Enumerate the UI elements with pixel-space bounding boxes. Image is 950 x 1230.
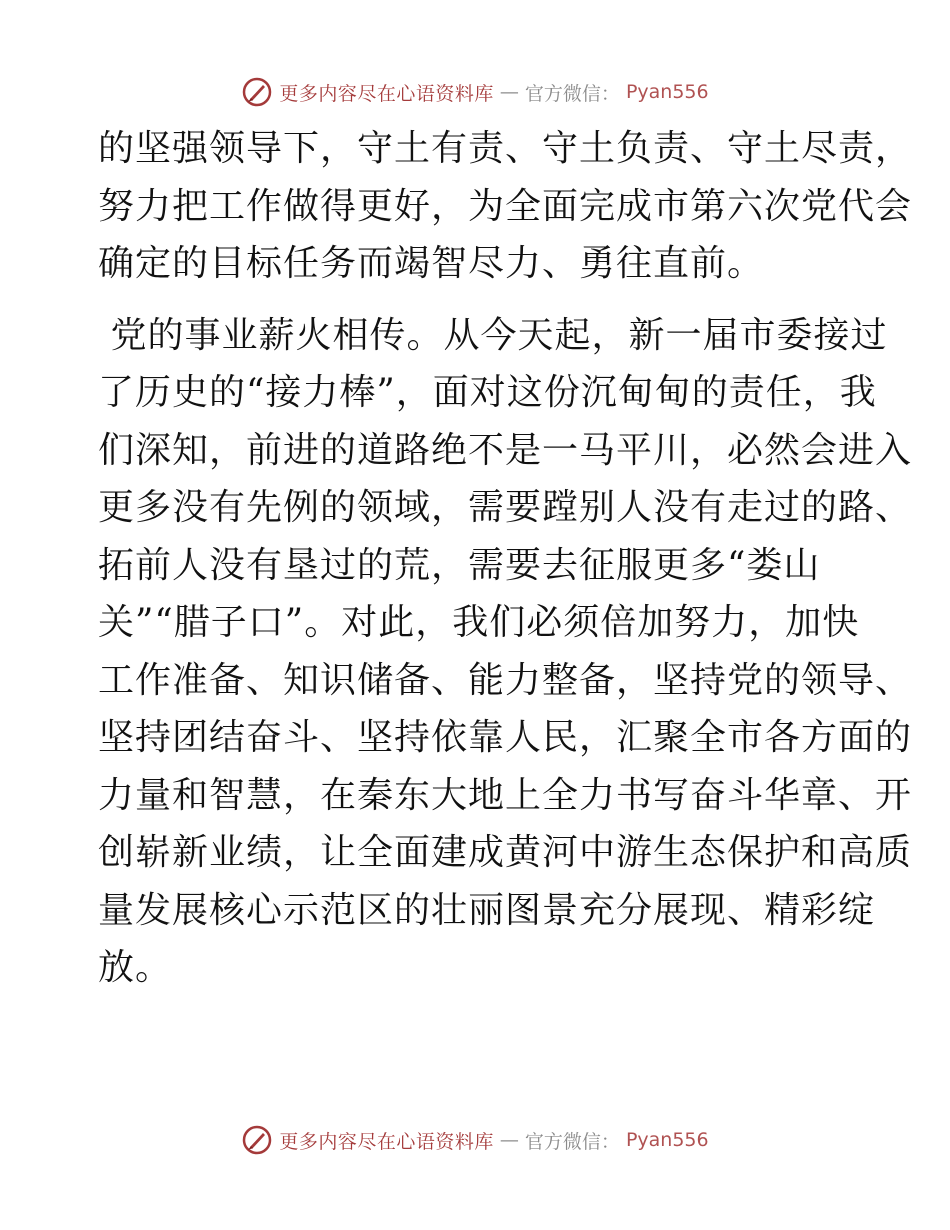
feather-pen-logo-icon [241, 1124, 273, 1156]
document-body [98, 120, 913, 997]
paragraph-1 [98, 120, 913, 293]
text-line: 确定的目标任务而竭智尽力、勇往直前。 [98, 243, 765, 284]
watermark-wechat-id: Pyan556 [625, 81, 709, 103]
text-line: 坚持团结奋斗、坚持依靠人民，汇聚全市各方面的 [98, 717, 913, 758]
watermark-separator: — [499, 81, 519, 103]
text-line: 工作准备、知识储备、能力整备，坚持党的领导、 [98, 659, 913, 701]
text-line: 拓前人没有垦过的荒，需要去征服更多“娄山 [98, 544, 821, 586]
footer-watermark [0, 1124, 950, 1156]
text-line: 努力把工作做得更好，为全面完成市第六次党代会 [98, 185, 913, 227]
text-line: 们深知，前进的道路绝不是一马平川，必然会进入 [98, 429, 913, 471]
watermark-wechat-id: Pyan556 [625, 1129, 709, 1151]
text-line: 党的事业薪火相传。从今天起，新一届市委接过 [98, 314, 888, 356]
watermark-wechat-label: 官方微信： [524, 82, 620, 105]
text-line: 力量和智慧，在秦东大地上全力书写奋斗华章、开 [98, 774, 913, 816]
text-line: 更多没有先例的领域，需要蹚别人没有走过的路、 [98, 487, 913, 528]
text-line: 创崭新业绩，让全面建成黄河中游生态保护和高质 [98, 832, 913, 873]
watermark-wechat-label: 官方微信： [524, 1130, 620, 1153]
paragraph-2 [98, 307, 913, 997]
header-watermark [0, 76, 950, 108]
feather-pen-logo-icon [241, 76, 273, 108]
watermark-text: 更多内容尽在心语资料库 [279, 82, 494, 105]
watermark-text: 更多内容尽在心语资料库 [279, 1130, 494, 1153]
text-line: 关”“腊子口”。对此，我们必须倍加努力，加快 [98, 602, 860, 643]
text-line: 了历史的“接力棒”，面对这份沉甸甸的责任，我 [98, 372, 877, 413]
text-line: 的坚强领导下，守土有责、守土负责、守土尽责， [98, 128, 913, 169]
text-line: 量发展核心示范区的壮丽图景充分展现、精彩绽 [98, 889, 876, 931]
text-line: 放。 [98, 947, 173, 988]
watermark-separator: — [499, 1129, 519, 1151]
